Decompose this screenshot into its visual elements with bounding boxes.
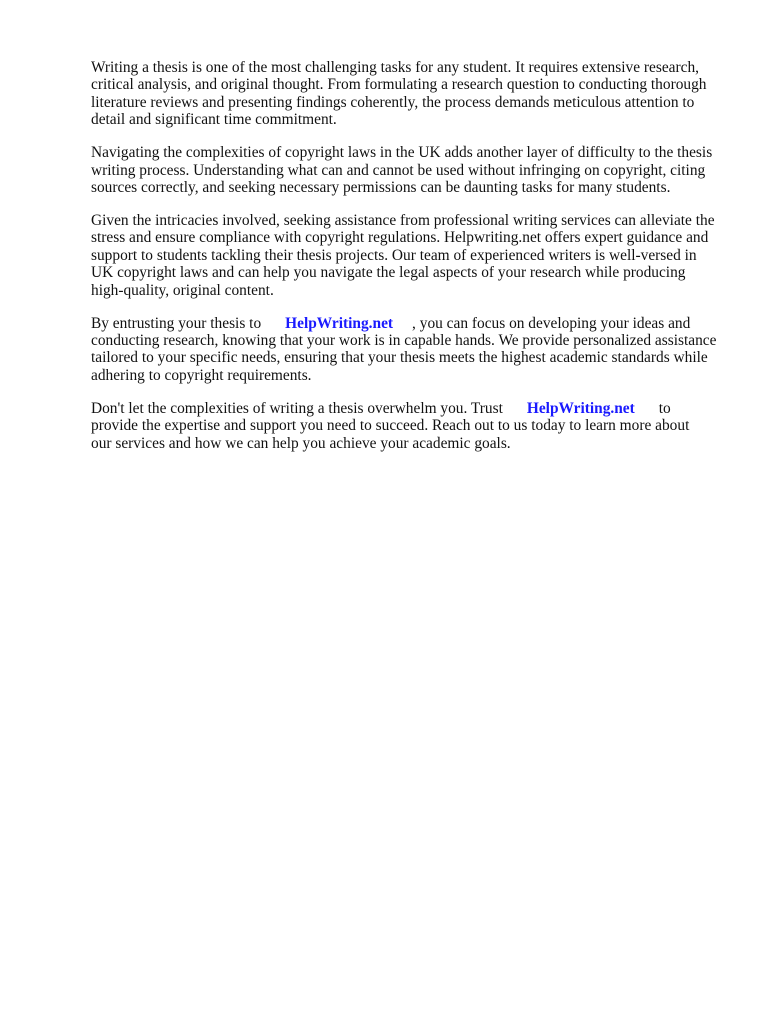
text-line: provide the expertise and support you need to succeed. Reach out to us today to learn more about: [91, 417, 690, 435]
text-line: detail and significant time commitment.: [91, 111, 337, 129]
text-line: sources correctly, and seeking necessary permissions can be daunting tasks for many students.: [91, 179, 671, 197]
paragraph-intro: [91, 59, 731, 129]
text-line-with-link: [91, 315, 731, 332]
text-fragment: , you can focus on developing your ideas and: [412, 314, 691, 332]
text-line: high-quality, original content.: [91, 281, 274, 299]
paragraph-copyright: [91, 144, 731, 196]
text-line: Writing a thesis is one of the most challenging tasks for any student. It requires extensive research,: [91, 59, 699, 76]
text-line: tailored to your specific needs, ensuring that your thesis meets the highest academic standards while: [91, 349, 708, 367]
text-line: writing process. Understanding what can and cannot be used without infringing on copyright, citing: [91, 161, 706, 179]
text-line: Given the intricacies involved, seeking assistance from professional writing services can alleviate the: [91, 212, 715, 230]
text-line: Navigating the complexities of copyright laws in the UK adds another layer of difficulty to the thesis: [91, 144, 713, 162]
text-line: literature reviews and presenting findings coherently, the process demands meticulous attention to: [91, 93, 695, 111]
helpwriting-link[interactable]: HelpWriting.net: [526, 399, 635, 417]
text-line: our services and how we can help you achieve your academic goals.: [91, 434, 511, 452]
text-fragment: to: [658, 399, 671, 417]
text-fragment: Don't let the complexities of writing a thesis overwhelm you. Trust: [91, 399, 503, 417]
text-line: support to students tackling their thesis projects. Our team of experienced writers is well-versed in: [91, 246, 697, 264]
paragraph-closing: [91, 400, 731, 452]
text-line: critical analysis, and original thought. From formulating a research question to conducting thorough: [91, 76, 707, 94]
paragraph-entrusting: [91, 315, 731, 385]
text-line: UK copyright laws and can help you navigate the legal aspects of your research while producing: [91, 264, 686, 282]
paragraph-assistance: [91, 212, 731, 299]
text-fragment: By entrusting your thesis to: [91, 314, 262, 332]
text-line: conducting research, knowing that your work is in capable hands. We provide personalized assistance: [91, 332, 717, 350]
text-line-with-link: [91, 400, 731, 417]
helpwriting-link[interactable]: HelpWriting.net: [285, 314, 394, 332]
text-line: stress and ensure compliance with copyright regulations. Helpwriting.net offers expert guidance and: [91, 229, 709, 247]
document-page: [91, 59, 731, 468]
text-line: adhering to copyright requirements.: [91, 366, 312, 384]
